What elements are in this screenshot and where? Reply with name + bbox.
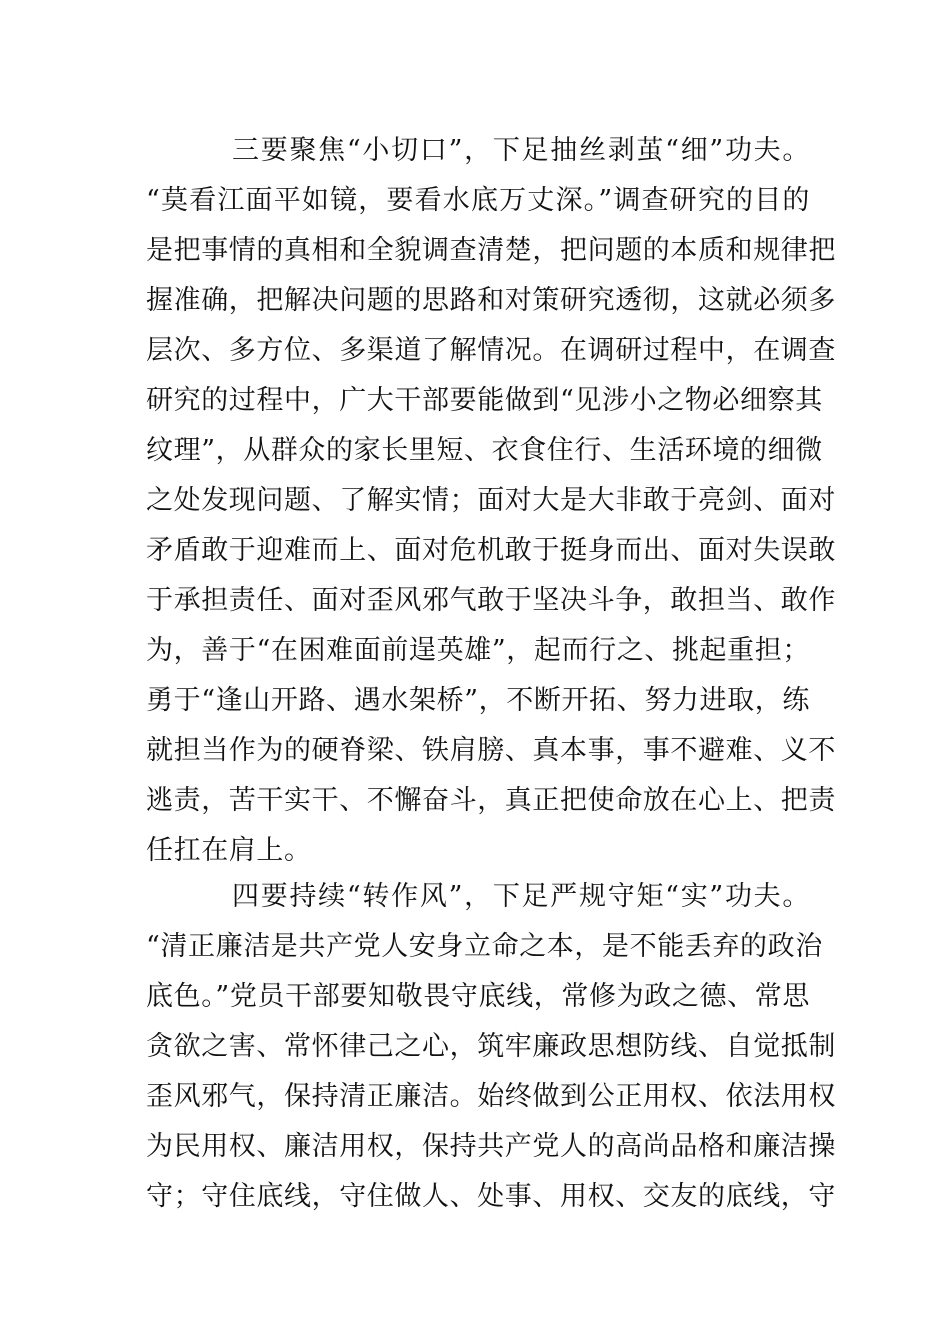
paragraph-1-last-line: 任扛在肩上。 (146, 835, 312, 866)
paragraph-1-line: 三要聚焦“小切口”，下足抽丝剥茧“细”功夫。 (232, 135, 810, 166)
paragraph-1-line: 于承担责任、面对歪风邪气敢于坚决斗争，敢担当、敢作 (146, 585, 836, 616)
paragraph-2 (146, 872, 836, 1222)
paragraph-2-line: 为民用权、廉洁用权，保持共产党人的高尚品格和廉洁操 (146, 1131, 836, 1162)
paragraph-2-line: 底色。”党员干部要知敬畏守底线，常修为政之德、常思 (146, 981, 810, 1012)
paragraph-1-line: 握准确，把解决问题的思路和对策研究透彻，这就必须多 (146, 285, 836, 316)
paragraph-1-line: 勇于“逢山开路、遇水架桥”，不断开拓、努力进取，练 (146, 685, 810, 716)
paragraph-1-line: 研究的过程中，广大干部要能做到“见涉小之物必细察其 (146, 385, 823, 416)
paragraph-2-line: “清正廉洁是共产党人安身立命之本，是不能丢弃的政治 (146, 931, 823, 962)
paragraph-1-line: 层次、多方位、多渠道了解情况。在调研过程中，在调查 (146, 335, 836, 366)
paragraph-1-line: 是把事情的真相和全貌调查清楚，把问题的本质和规律把 (146, 235, 836, 266)
paragraph-1-line: “莫看江面平如镜，要看水底万丈深。”调查研究的目的 (146, 185, 810, 216)
paragraph-2-line: 贪欲之害、常怀律己之心，筑牢廉政思想防线、自觉抵制 (146, 1031, 836, 1062)
paragraph-1-line: 就担当作为的硬脊梁、铁肩膀、真本事，事不避难、义不 (146, 735, 836, 766)
paragraph-1 (146, 126, 836, 876)
paragraph-2-line: 歪风邪气，保持清正廉洁。始终做到公正用权、依法用权 (146, 1081, 836, 1112)
paragraph-1-line: 矛盾敢于迎难而上、面对危机敢于挺身而出、面对失误敢 (146, 535, 836, 566)
paragraph-1-line: 逃责，苦干实干、不懈奋斗，真正把使命放在心上、把责 (146, 785, 836, 816)
paragraph-1-line: 纹理”，从群众的家长里短、衣食住行、生活环境的细微 (146, 435, 823, 466)
paragraph-2-line: 守；守住底线，守住做人、处事、用权、交友的底线，守 (146, 1181, 836, 1212)
paragraph-2-line: 四要持续“转作风”，下足严规守矩“实”功夫。 (232, 881, 810, 912)
paragraph-1-line: 为，善于“在困难面前逞英雄”，起而行之、挑起重担； (146, 635, 810, 666)
paragraph-1-line: 之处发现问题、了解实情；面对大是大非敢于亮剑、面对 (146, 485, 836, 516)
